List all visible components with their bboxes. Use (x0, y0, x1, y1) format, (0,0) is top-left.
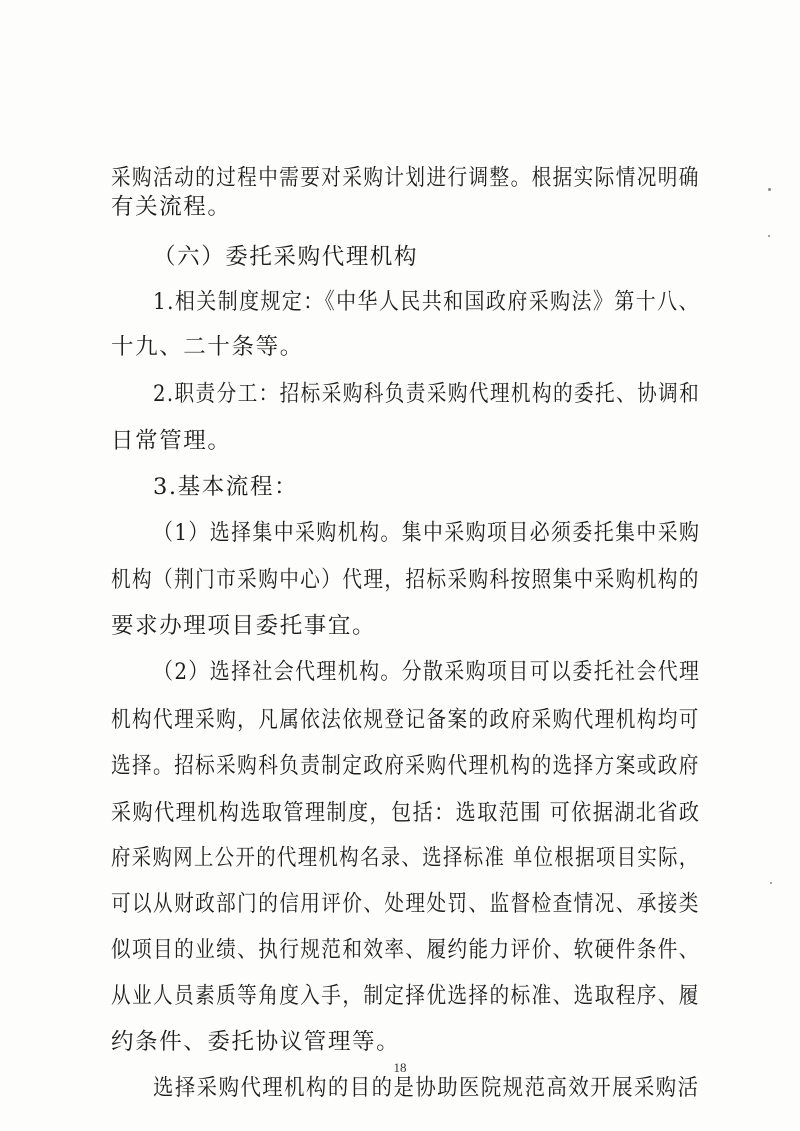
page-number: 18 (393, 1060, 407, 1075)
text-line-2: 有关流程。 (111, 194, 232, 220)
text-line-6: 2.职责分工：招标采购科负责采购代理机构的委托、协调和 (153, 381, 701, 407)
text-line-16: 府采购网上公开的代理机构名录、选择标准 单位根据项目实际， (111, 845, 700, 871)
text-line-13: 机构代理采购，凡属依法依规登记备案的政府采购代理机构均可 (111, 707, 700, 733)
text-line-21: 选择采购代理机构的目的是协助医院规范高效开展采购活 (153, 1075, 700, 1101)
text-line-17: 可以从财政部门的信用评价、处理处罚、监督检查情况、承接类 (111, 891, 700, 917)
text-line-8: 3.基本流程： (153, 474, 299, 500)
text-line-14: 选择。招标采购科负责制定政府采购代理机构的选择方案或政府 (111, 753, 700, 779)
text-line-11: 要求办理项目委托事宜。 (111, 613, 377, 639)
text-line-1: 采购活动的过程中需要对采购计划进行调整。根据实际情况明确 (111, 165, 700, 191)
text-line-9: （1）选择集中采购机构。集中采购项目必须委托集中采购 (153, 520, 701, 546)
text-line-10: 机构（荆门市采购中心）代理，招标采购科按照集中采购机构的 (111, 567, 700, 593)
text-line-20: 约条件、委托协议管理等。 (111, 1029, 401, 1055)
scan-speck (768, 188, 771, 191)
text-line-18: 似项目的业绩、执行规范和效率、履约能力评价、软硬件条件、 (111, 937, 700, 963)
text-line-12: （2）选择社会代理机构。分散采购项目可以委托社会代理 (153, 659, 701, 685)
text-line-19: 从业人员素质等角度入手，制定择优选择的标准、选取程序、履 (111, 983, 700, 1009)
text-line-7: 日常管理。 (111, 428, 232, 454)
scan-speck (770, 882, 772, 884)
text-line-4: 1.相关制度规定：《中华人民共和国政府采购法》第十八、 (153, 289, 700, 315)
section-heading: （六）委托采购代理机构 (153, 244, 419, 270)
scan-speck (768, 235, 770, 237)
text-line-15: 采购代理机构选取管理制度，包括：选取范围 可依据湖北省政 (111, 800, 701, 826)
text-line-5: 十九、二十条等。 (111, 334, 304, 360)
